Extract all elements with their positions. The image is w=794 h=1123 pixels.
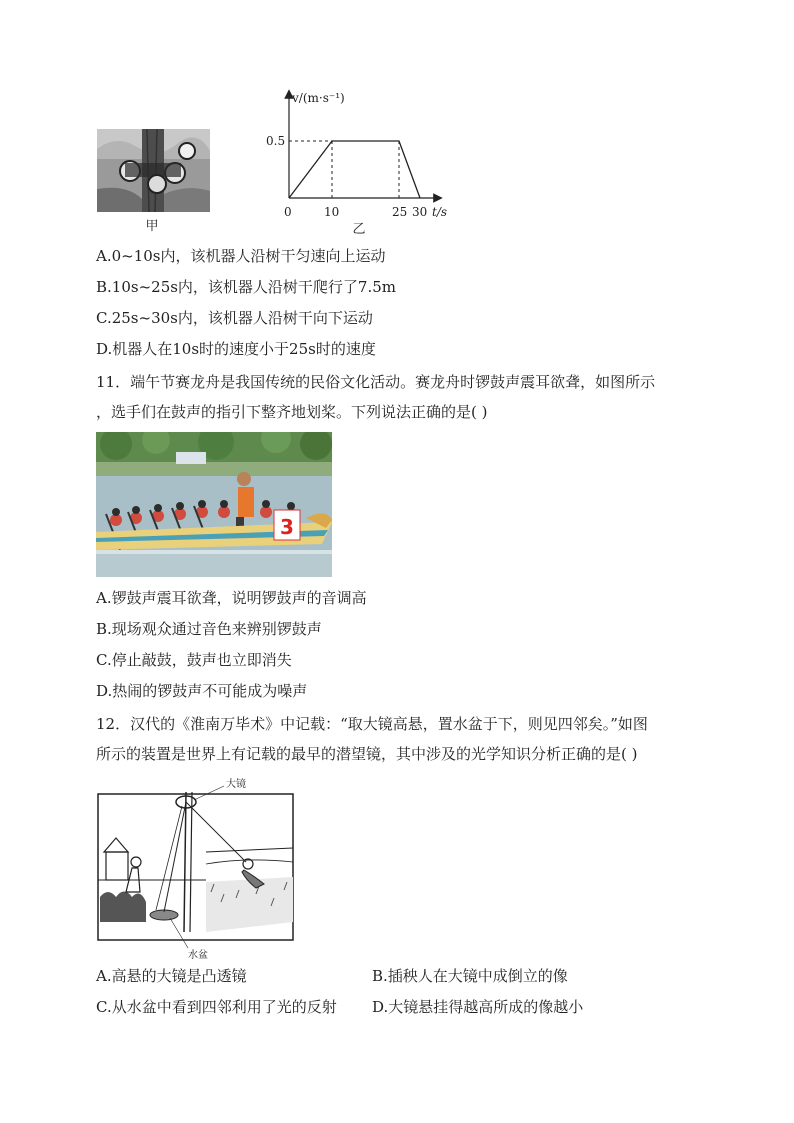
q11-option-a: A.锣鼓声震耳欲聋，说明锣鼓声的音调高 xyxy=(96,589,367,607)
x-axis-label: t/s xyxy=(432,205,448,219)
q12-option-d: D.大镜悬挂得越高所成的像越小 xyxy=(372,998,584,1016)
robot-tree-photo xyxy=(97,129,210,212)
image-b-caption: 乙 xyxy=(352,222,366,237)
x-tick-0: 0 xyxy=(284,205,292,219)
q11-option-b: B.现场观众通过音色来辨别锣鼓声 xyxy=(96,620,322,638)
velocity-curve xyxy=(289,141,420,198)
q11-stem-line2: ，选手们在鼓声的指引下整齐地划桨。下列说法正确的是( ) xyxy=(96,403,488,421)
x-tick-10: 10 xyxy=(324,205,340,219)
q12-stem-line2: 所示的装置是世界上有记载的最早的潜望镜，其中涉及的光学知识分析正确的是( ) xyxy=(96,745,638,763)
q11-option-c: C.停止敲鼓，鼓声也立即消失 xyxy=(96,651,292,669)
q10-option-c: C.25s~30s内，该机器人沿树干向下运动 xyxy=(96,309,373,327)
mirror-label: 大镜 xyxy=(226,779,246,790)
q10-option-d: D.机器人在10s时的速度小于25s时的速度 xyxy=(96,340,376,358)
q11-option-d: D.热闹的锣鼓声不可能成为噪声 xyxy=(96,682,308,700)
y-axis-label: v/(m·s⁻¹) xyxy=(292,91,345,105)
q10-option-b: B.10s~25s内，该机器人沿树干爬行了7.5m xyxy=(96,278,397,296)
basin-label: 水盆 xyxy=(188,950,208,961)
dragon-boat-photo xyxy=(96,432,332,577)
y-tick-label: 0.5 xyxy=(266,134,286,148)
q10-option-a: A.0~10s内，该机器人沿树干匀速向上运动 xyxy=(96,247,386,265)
image-a-caption: 甲 xyxy=(145,219,159,234)
periscope-illustration xyxy=(96,772,296,960)
q12-stem-line1: 12．汉代的《淮南万毕术》中记载：“取大镜高悬，置水盆于下，则见四邻矣。”如图 xyxy=(96,715,648,733)
boat-number: 3 xyxy=(280,515,294,539)
velocity-time-graph xyxy=(260,88,460,226)
q12-option-c: C.从水盆中看到四邻利用了光的反射 xyxy=(96,998,337,1016)
q12-option-b: B.插秧人在大镜中成倒立的像 xyxy=(372,967,568,985)
q11-stem-line1: 11．端午节赛龙舟是我国传统的民俗文化活动。赛龙舟时锣鼓声震耳欲聋，如图所示 xyxy=(96,373,656,391)
x-tick-25: 25 xyxy=(392,205,408,219)
q12-option-a: A.高悬的大镜是凸透镜 xyxy=(96,967,247,985)
x-tick-30: 30 xyxy=(412,205,428,219)
